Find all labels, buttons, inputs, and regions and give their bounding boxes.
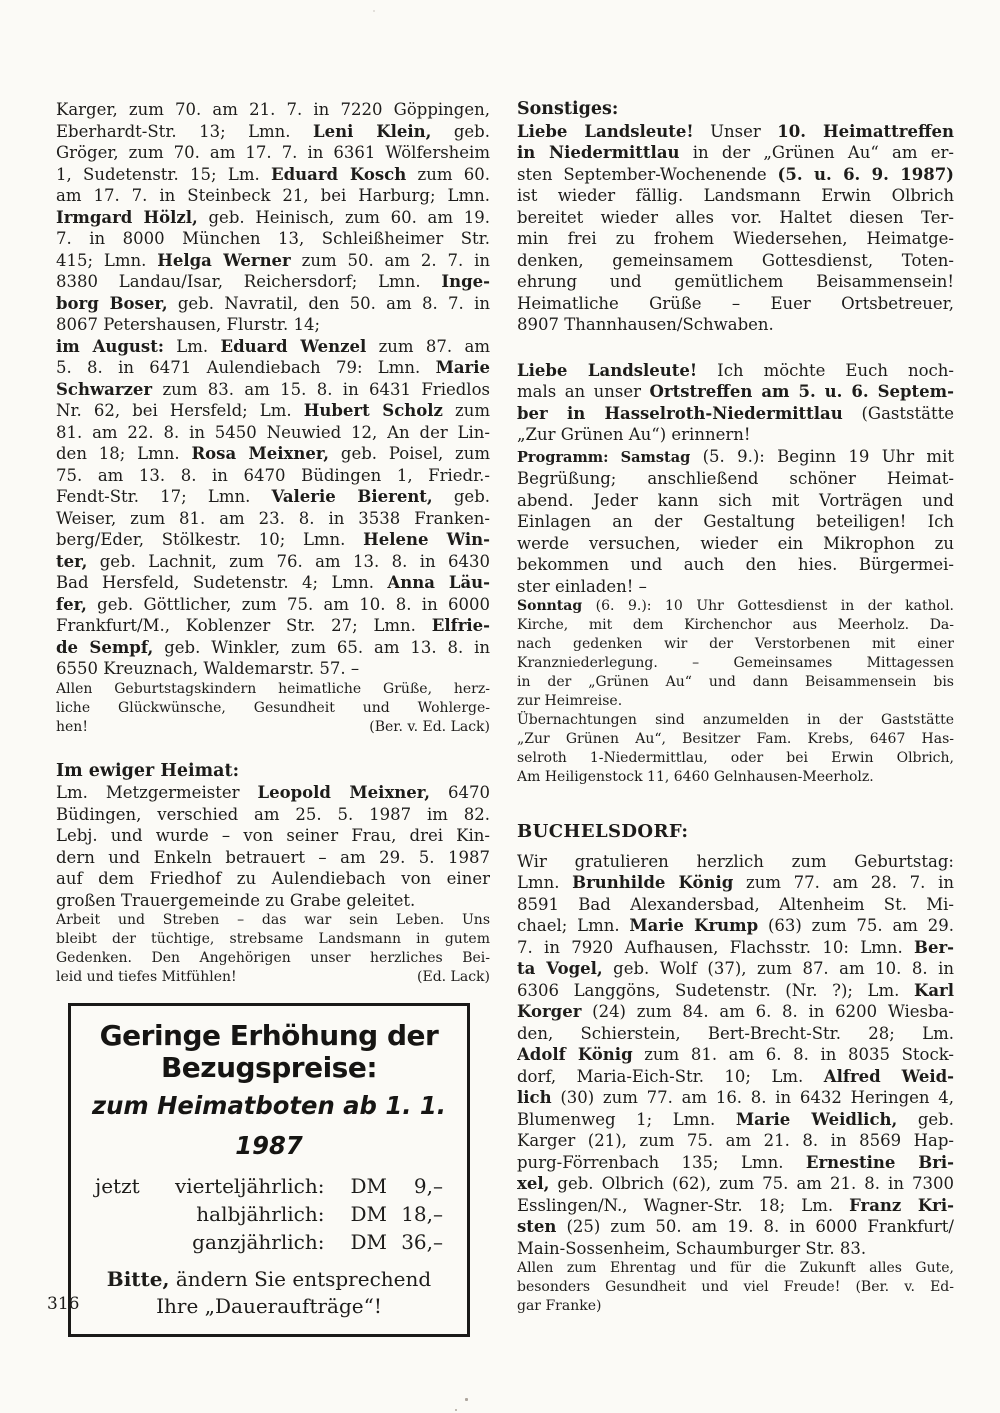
paragraph bbox=[56, 336, 490, 680]
paragraph bbox=[517, 121, 954, 336]
text-line: 8591 Bad Alexandersbad, Altenheim St. Mi- bbox=[517, 894, 954, 914]
text-line: 1, Sudetenstr. 15; Lm. Eduard Kosch zum 60. bbox=[56, 164, 490, 184]
text-line: Einlagen an der Gestaltung beteiligen! Ich bbox=[517, 512, 954, 531]
paragraph bbox=[517, 446, 954, 598]
text-line: xel, geb. Olbrich (62), zum 75. am 21. 8. in 7300 bbox=[517, 1174, 954, 1193]
text-line: selroth 1-Niedermittlau, oder bei Erwin Olbrich, bbox=[517, 750, 954, 766]
notice-note-bold: Bitte, bbox=[106, 1267, 170, 1291]
text-line: „Zur Grünen Au“, Besitzer Fam. Krebs, 6467 Has- bbox=[517, 731, 954, 747]
text-line: Frankfurt/M., Koblenzer Str. 27; Lmn. Elfrie- bbox=[56, 616, 490, 635]
text-line: 81. am 22. 8. in 5450 Neuwied 12, An der Lin- bbox=[56, 422, 490, 442]
text-line: borg Boser, geb. Navratil, den 50. am 8. 7. in bbox=[56, 293, 490, 313]
text-line: 6550 Kreuznach, Waldemarstr. 57. – bbox=[56, 659, 360, 678]
paragraph bbox=[517, 711, 954, 787]
text-line: Weiser, zum 81. am 23. 8. in 3538 Franken- bbox=[56, 508, 490, 528]
text-line: 8380 Landau/Isar, Reichersdorf; Lmn. Inge- bbox=[56, 272, 490, 291]
text-line: Büdingen, verschied am 25. 5. 1987 im 82. bbox=[56, 804, 490, 824]
paragraph bbox=[517, 1259, 954, 1316]
text-line: abend. Jeder kann sich mit Vorträgen und bbox=[517, 490, 954, 510]
text-line: purg-Förrenbach 135; Lmn. Ernestine Bri- bbox=[517, 1152, 954, 1172]
text-line: 6306 Langgöns, Sudetenstr. (Nr. ?); Lm. Karl bbox=[517, 980, 954, 1000]
price-row bbox=[95, 1200, 443, 1228]
text-line: Wir gratulieren herzlich zum Geburtstag: bbox=[517, 851, 954, 871]
text-line: zur Heimreise. bbox=[517, 693, 623, 709]
text-line: Liebe Landsleute! Unser 10. Heimattreffen bbox=[517, 121, 954, 141]
text-line: 7. in 8000 München 13, Schleißheimer Str. bbox=[56, 229, 490, 248]
text-line: Sonntag (6. 9.): 10 Uhr Gottesdienst in der kathol. bbox=[517, 598, 954, 614]
paragraph bbox=[517, 360, 954, 446]
text-line: am 17. 7. in Steinbeck 21, bei Harburg; Lmn. bbox=[56, 186, 490, 205]
text-line: Irmgard Hölzl, geb. Heinisch, zum 60. am 19. bbox=[56, 207, 490, 227]
notice-note-line2: Ihre „Daueraufträge“! bbox=[156, 1294, 382, 1318]
paragraph bbox=[56, 782, 490, 911]
text-line: auf dem Friedhof zu Aulendiebach von einer bbox=[56, 869, 490, 888]
text-line: ster einladen! – bbox=[517, 576, 647, 596]
text-line: Adolf König zum 81. am 6. 8. in 8035 Stock- bbox=[517, 1045, 954, 1064]
text-line: nach gedenken wir der Verstorbenen mit einer bbox=[517, 636, 954, 652]
text-line: liche Glückwünsche, Gesundheit und Wohlerge- bbox=[56, 699, 490, 716]
price-table bbox=[95, 1172, 443, 1256]
text-line: 7. in 7920 Aufhausen, Flachsstr. 10: Lmn. Ber- bbox=[517, 937, 954, 957]
text-line: den 18; Lmn. Rosa Meixner, geb. Poisel, zum bbox=[56, 444, 490, 463]
text-line: Heimatliche Grüße – Euer Ortsbetreuer, bbox=[517, 293, 954, 313]
text-line: „Zur Grünen Au“) erinnern! bbox=[517, 425, 751, 444]
price-currency: DM bbox=[350, 1202, 387, 1226]
notice-title-line1: Geringe Erhöhung der bbox=[99, 1019, 439, 1052]
section-heading bbox=[517, 821, 954, 843]
text-line: Karger (21), zum 75. am 21. 8. in 8569 Hap- bbox=[517, 1131, 954, 1150]
price-increase-notice-box bbox=[68, 1003, 470, 1337]
left-column bbox=[56, 99, 490, 1337]
scan-speck bbox=[373, 10, 375, 12]
text-line: Kranzniederlegung. – Gemeinsames Mittagessen bbox=[517, 655, 954, 671]
text-line: Eberhardt-Str. 13; Lmn. Leni Klein, geb. bbox=[56, 121, 490, 141]
text-line: im August: Lm. Eduard Wenzel zum 87. am bbox=[56, 336, 490, 356]
price-label: halbjährlich: bbox=[196, 1202, 325, 1226]
text-line: Arbeit und Streben – das war sein Leben. Uns bbox=[56, 912, 490, 928]
paragraph bbox=[56, 680, 490, 737]
text-line: bereitet wieder alles vor. Haltet diesen Ter- bbox=[517, 207, 954, 227]
text-line: lich (30) zum 77. am 16. 8. in 6432 Heringen 4, bbox=[517, 1088, 954, 1107]
text-line: BUCHELSDORF: bbox=[517, 821, 689, 842]
text-line: hen! (Ber. v. Ed. Lack) bbox=[56, 718, 490, 735]
text-line: ber in Hasselroth-Niedermittlau (Gaststätte bbox=[517, 403, 954, 423]
text-line: Fendt-Str. 17; Lmn. Valerie Bierent, geb. bbox=[56, 487, 490, 506]
text-line: dern und Enkeln betrauert – am 29. 5. 1987 bbox=[56, 847, 490, 867]
text-line: mals an unser Ortstreffen am 5. u. 6. Septem- bbox=[517, 382, 954, 401]
notice-note bbox=[81, 1266, 457, 1320]
price-label: vierteljährlich: bbox=[174, 1174, 325, 1198]
text-line: Allen Geburtstagskindern heimatliche Grüße, herz- bbox=[56, 680, 490, 697]
text-line: 75. am 13. 8. in 6470 Büdingen 1, Friedr.- bbox=[56, 465, 490, 485]
text-line: Bad Hersfeld, Sudetenstr. 4; Lmn. Anna Läu- bbox=[56, 573, 490, 592]
text-line: Schwarzer zum 83. am 15. 8. in 6431 Friedlos bbox=[56, 379, 490, 399]
text-line: Esslingen/N., Wagner-Str. 18; Lm. Franz Kri- bbox=[517, 1195, 954, 1215]
price-amount: 9,– bbox=[413, 1174, 443, 1198]
text-line: berg/Eder, Stölkestr. 10; Lmn. Helene Win- bbox=[56, 530, 490, 549]
notice-note-line1 bbox=[81, 1266, 457, 1293]
section-heading bbox=[517, 99, 954, 121]
text-line: 5. 8. in 6471 Aulendiebach 79: Lmn. Marie bbox=[56, 358, 490, 377]
paragraph bbox=[517, 597, 954, 711]
text-line: ta Vogel, geb. Wolf (37), zum 87. am 10. 8. in bbox=[517, 959, 954, 978]
text-line: sten (25) zum 50. am 19. 8. in 6000 Frankfurt/ bbox=[517, 1217, 954, 1236]
text-line: Nr. 62, bei Hersfeld; Lm. Hubert Scholz zum bbox=[56, 401, 490, 420]
text-line: in Niedermittlau in der „Grünen Au“ am er- bbox=[517, 143, 954, 162]
scan-speck bbox=[465, 1398, 468, 1401]
section-heading bbox=[56, 761, 490, 783]
left-column-text bbox=[56, 99, 490, 987]
price-row bbox=[95, 1172, 443, 1200]
price-amount: 18,– bbox=[401, 1202, 443, 1226]
price-row bbox=[95, 1228, 443, 1256]
text-line: Main-Sossenheim, Schaumburger Str. 83. bbox=[517, 1238, 867, 1258]
text-line: Gedenken. Den Angehörigen unser herzliches Bei- bbox=[56, 950, 490, 966]
price-prefix: jetzt bbox=[95, 1174, 140, 1198]
text-line: 415; Lmn. Helga Werner zum 50. am 2. 7. in bbox=[56, 250, 490, 270]
scan-speck bbox=[455, 1409, 457, 1411]
text-line: Lebj. und wurde – von seiner Frau, drei Kin- bbox=[56, 826, 490, 845]
text-line: bleibt der tüchtige, strebsame Landsmann in gutem bbox=[56, 931, 490, 947]
text-line: leid und tiefes Mitfühlen! (Ed. Lack) bbox=[56, 969, 490, 985]
price-label: ganzjährlich: bbox=[192, 1230, 325, 1254]
notice-subtitle: zum Heimatboten ab 1. 1. 1987 bbox=[92, 1091, 446, 1160]
paragraph bbox=[56, 99, 490, 336]
text-line: 8907 Thannhausen/Schwaben. bbox=[517, 315, 774, 334]
text-line: Liebe Landsleute! Ich möchte Euch noch- bbox=[517, 360, 954, 380]
text-line: ter, geb. Lachnit, zum 76. am 13. 8. in 6430 bbox=[56, 551, 490, 571]
right-column bbox=[517, 99, 954, 1316]
text-line: Lmn. Brunhilde König zum 77. am 28. 7. in bbox=[517, 873, 954, 892]
text-line: Karger, zum 70. am 21. 7. in 7220 Göppingen, bbox=[56, 100, 490, 119]
paragraph bbox=[56, 911, 490, 987]
text-line: dorf, Maria-Eich-Str. 10; Lm. Alfred Weid- bbox=[517, 1066, 954, 1086]
text-line: bekommen und auch den hies. Bürgermei- bbox=[517, 555, 954, 574]
text-line: in der „Grünen Au“ und dann Beisammensein bis bbox=[517, 674, 954, 690]
notice-title-line2: Bezugspreise: bbox=[160, 1051, 378, 1084]
text-line: werde versuchen, wieder ein Mikrophon zu bbox=[517, 533, 954, 553]
text-line: Sonstiges: bbox=[517, 99, 619, 119]
text-line: gar Franke) bbox=[517, 1298, 602, 1314]
text-line: denken, gemeinsamem Gottesdienst, Toten- bbox=[517, 250, 954, 270]
text-line: Kirche, mit dem Kirchenchor aus Meerholz. Da- bbox=[517, 617, 954, 633]
text-line: min frei zu frohem Wiedersehen, Heimatge- bbox=[517, 229, 954, 248]
price-amount: 36,– bbox=[401, 1230, 443, 1254]
text-line: großen Trauergemeinde zu Grabe geleitet. bbox=[56, 890, 416, 910]
text-line: Übernachtungen sind anzumelden in der Gaststätte bbox=[517, 712, 954, 728]
paragraph bbox=[517, 851, 954, 1260]
text-line: 8067 Petershausen, Flurstr. 14; bbox=[56, 315, 321, 334]
text-line: chael; Lmn. Marie Krump (63) zum 75. am 29. bbox=[517, 916, 954, 935]
text-line: besonders Gesundheit und viel Freude! (Ber. v. Ed- bbox=[517, 1279, 954, 1295]
text-line: Lm. Metzgermeister Leopold Meixner, 6470 bbox=[56, 783, 490, 802]
price-currency: DM bbox=[350, 1174, 387, 1198]
text-line: Allen zum Ehrentag und für die Zukunft alles Gute, bbox=[517, 1260, 954, 1276]
page-number: 316 bbox=[47, 1294, 80, 1314]
notice-title bbox=[81, 1020, 457, 1084]
text-line: Blumenweg 1; Lmn. Marie Weidlich, geb. bbox=[517, 1109, 954, 1129]
text-line: de Sempf, geb. Winkler, zum 65. am 13. 8. in bbox=[56, 637, 490, 657]
price-currency: DM bbox=[350, 1230, 387, 1254]
text-line: Gröger, zum 70. am 17. 7. in 6361 Wölfersheim bbox=[56, 143, 490, 162]
text-line: ist wieder fällig. Landsmann Erwin Olbrich bbox=[517, 186, 954, 205]
text-line: fer, geb. Göttlicher, zum 75. am 10. 8. in 6000 bbox=[56, 594, 490, 614]
text-line: Begrüßung; anschließend schöner Heimat- bbox=[517, 469, 954, 488]
text-line: Korger (24) zum 84. am 6. 8. in 6200 Wiesba- bbox=[517, 1002, 954, 1021]
text-line: sten September-Wochenende (5. u. 6. 9. 1987) bbox=[517, 164, 954, 184]
text-line: Programm: Samstag (5. 9.): Beginn 19 Uhr mit bbox=[517, 446, 954, 466]
notice-note-rest: ändern Sie entsprechend bbox=[169, 1267, 432, 1291]
text-line: Am Heiligenstock 11, 6460 Gelnhausen-Meerholz. bbox=[517, 769, 874, 785]
text-line: ehrung und gemütlichem Beisammensein! bbox=[517, 272, 954, 291]
text-line: den, Schierstein, Bert-Brecht-Str. 28; Lm. bbox=[517, 1023, 954, 1043]
text-line: Im ewiger Heimat: bbox=[56, 760, 240, 781]
